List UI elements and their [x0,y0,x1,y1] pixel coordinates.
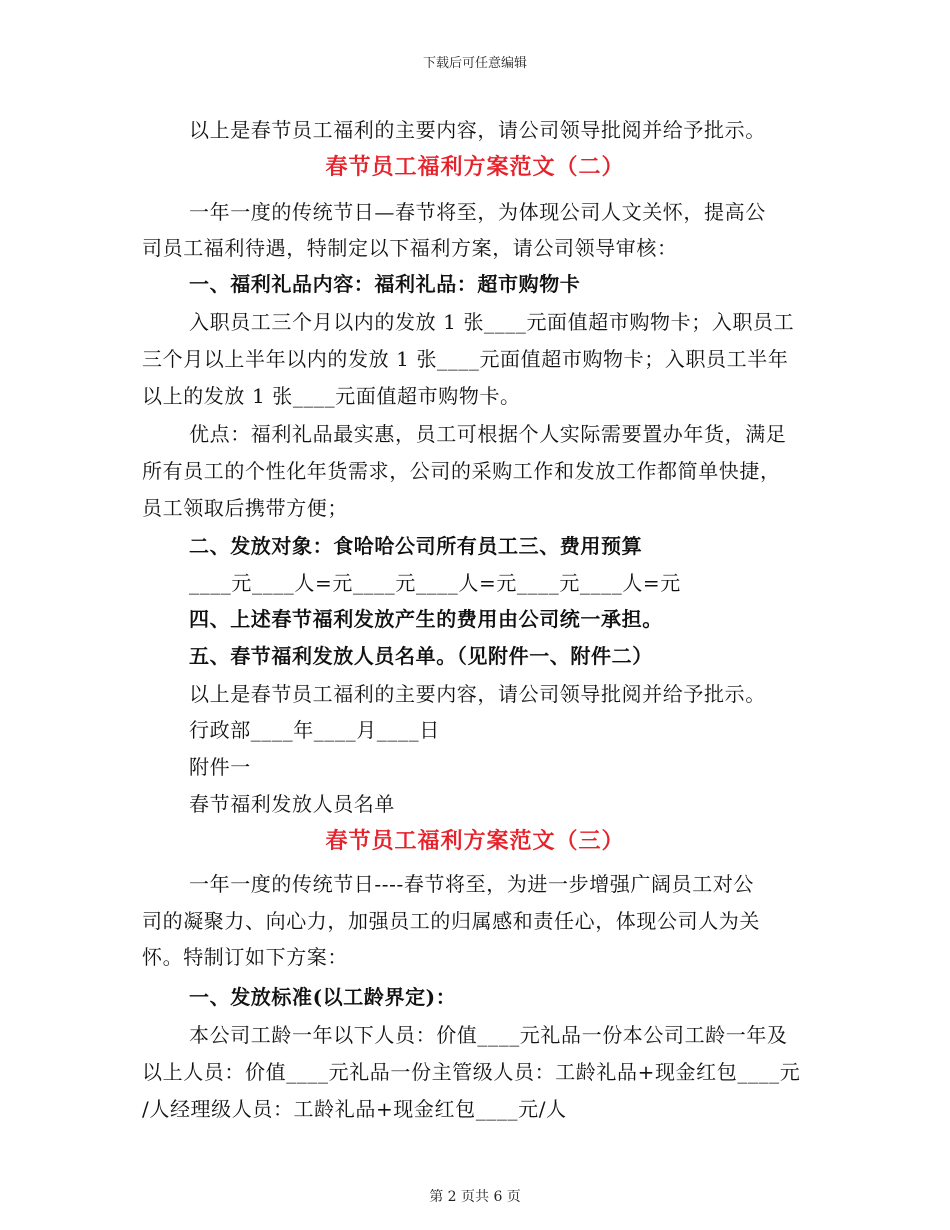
paragraph-closing-2: 以上是春节员工福利的主要内容，请公司领导批阅并给予批示。 [189,682,766,706]
attachment-title: 春节福利发放人员名单 [189,792,395,816]
section-title-2: 春节员工福利方案范文（二） [325,154,625,180]
heading-gift-content: 一、福利礼品内容：福利礼品：超市购物卡 [189,272,581,296]
standard-line-2: 以上人员：价值____元礼品一份主管级人员：工龄礼品+现金红包____元 [142,1060,801,1084]
heading-recipient-list: 五、春节福利发放人员名单。（见附件一、附件二） [189,644,653,668]
page-footer: 第 2 页共 6 页 [429,1189,521,1205]
gift-line-1: 入职员工三个月以内的发放 1 张____元面值超市购物卡；入职员工 [189,310,795,334]
intro3-line-3: 怀。特制订如下方案： [142,945,348,969]
intro-line-1: 一年一度的传统节日—春节将至，为体现公司人文关怀，提高公 [189,200,766,224]
intro3-line-2: 司的凝聚力、向心力，加强员工的归属感和责任心，体现公司人为关 [142,909,760,933]
heading-recipients-budget: 二、发放对象：食哈哈公司所有员工三、费用预算 [189,534,643,558]
heading-distribution-standard: 一、发放标准(以工龄界定)： [189,985,457,1009]
advantage-line-2: 所有员工的个性化年货需求，公司的采购工作和发放工作都简单快捷， [142,459,781,483]
heading-cost-bearing: 四、上述春节福利发放产生的费用由公司统一承担。 [189,607,663,631]
advantage-line-1: 优点：福利礼品最实惠，员工可根据个人实际需要置办年货，满足 [189,422,787,446]
attachment-label: 附件一 [189,755,251,779]
intro-line-2: 司员工福利待遇，特制定以下福利方案，请公司领导审核： [142,236,678,260]
paragraph-closing-1: 以上是春节员工福利的主要内容，请公司领导批阅并给予批示。 [189,118,766,142]
gift-line-2: 三个月以上半年以内的发放 1 张____元面值超市购物卡；入职员工半年 [142,347,789,371]
signature-date-line: 行政部____年____月____日 [189,718,440,742]
standard-line-3: /人经理级人员：工龄礼品+现金红包____元/人 [142,1097,567,1121]
standard-line-1: 本公司工龄一年以下人员：价值____元礼品一份本公司工龄一年及 [189,1023,788,1047]
gift-line-3: 以上的发放 1 张____元面值超市购物卡。 [142,384,521,408]
section-title-3: 春节员工福利方案范文（三） [325,828,625,854]
intro3-line-1: 一年一度的传统节日----春节将至，为进一步增强广阔员工对公 [189,872,755,896]
advantage-line-3: 员工领取后携带方便； [142,496,348,520]
page-header: 下载后可任意编辑 [422,56,527,71]
budget-line: ____元____人=元____元____人=元____元____人=元 [189,571,681,595]
